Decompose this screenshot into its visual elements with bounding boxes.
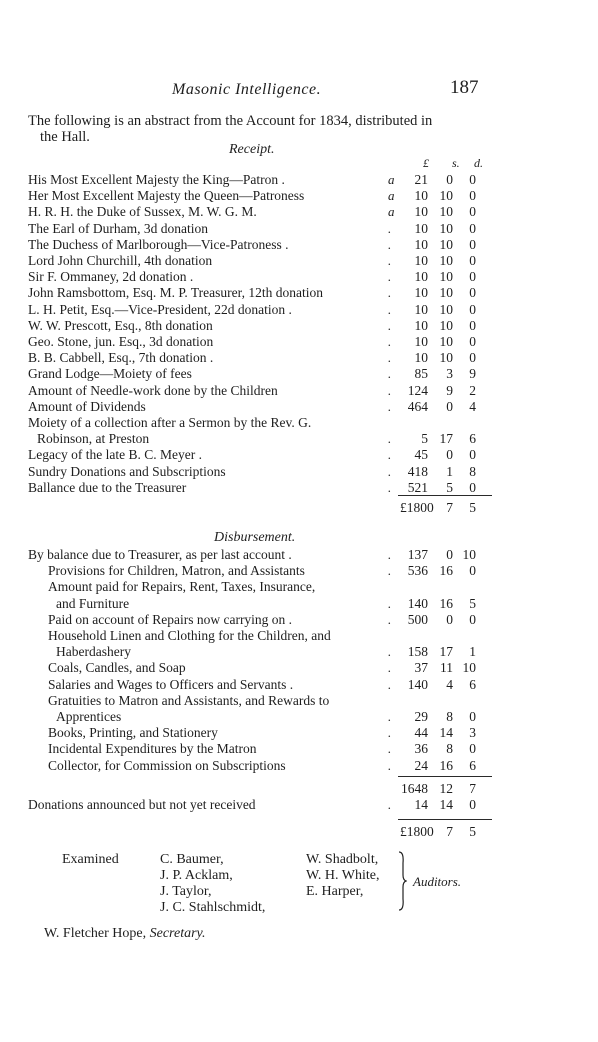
ledger-item-label: W. W. Prescott, Esq., 8th donation bbox=[28, 317, 213, 333]
shillings-value: 0 bbox=[446, 172, 453, 187]
page-number: 187 bbox=[450, 77, 479, 98]
pence-value: 0 bbox=[469, 334, 476, 349]
pence-value: 0 bbox=[469, 611, 476, 627]
ledger-mark: . bbox=[388, 431, 392, 447]
shillings-value: 9 bbox=[446, 382, 453, 398]
ledger-row bbox=[0, 741, 598, 757]
ledger-mark: . bbox=[388, 269, 392, 285]
ledger-item-label: H. R. H. the Duke of Sussex, M. W. G. M. bbox=[28, 204, 257, 220]
pounds-value: 10 bbox=[414, 317, 428, 333]
shillings-value: 5 bbox=[446, 479, 453, 495]
ledger-mark: . bbox=[388, 644, 392, 660]
shillings-value: 16 bbox=[439, 595, 453, 611]
shillings-value: 10 bbox=[439, 220, 453, 236]
ledger-mark: . bbox=[388, 757, 392, 773]
shillings-value: 12 bbox=[439, 781, 453, 796]
shillings-value: 10 bbox=[439, 269, 453, 285]
pence-value: 4 bbox=[469, 398, 476, 414]
ledger-item-label: Lord John Churchill, 4th donation bbox=[28, 253, 213, 268]
ledger-mark: . bbox=[388, 236, 392, 252]
pounds-value: 10 bbox=[414, 220, 428, 236]
ledger-item-label: Gratuities to Matron and Assistants, and Rewards to bbox=[48, 692, 330, 708]
secretary-title: Secretary. bbox=[149, 926, 206, 941]
shillings-value: 10 bbox=[439, 301, 453, 317]
ledger-row bbox=[0, 318, 598, 334]
ledger-item-label: The Earl of Durham, 3d donation bbox=[28, 220, 208, 236]
ledger-mark: . bbox=[388, 660, 392, 676]
ledger-total-row bbox=[0, 781, 598, 797]
pence-value: 0 bbox=[469, 172, 476, 187]
secretary-signature bbox=[44, 926, 205, 942]
ledger-row bbox=[0, 269, 598, 285]
ledger-item-label: Moiety of a collection after a Sermon by the Rev. G. bbox=[28, 415, 312, 430]
pence-value: 0 bbox=[469, 301, 476, 317]
shillings-value: 8 bbox=[446, 709, 453, 724]
pence-value: 0 bbox=[469, 204, 476, 220]
shillings-value: 0 bbox=[446, 447, 453, 463]
ledger-row bbox=[0, 172, 598, 188]
ledger-row bbox=[0, 693, 598, 709]
pence-value: 6 bbox=[469, 431, 476, 447]
ledger-row bbox=[0, 366, 598, 382]
ledger-row bbox=[0, 237, 598, 253]
ledger-row bbox=[0, 596, 598, 612]
ledger-row bbox=[0, 660, 598, 676]
ledger-row bbox=[0, 547, 598, 563]
pence-value: 10 bbox=[462, 547, 476, 562]
ledger-row bbox=[0, 709, 598, 725]
ledger-item-label: Legacy of the late B. C. Meyer . bbox=[28, 447, 202, 463]
ledger-row bbox=[0, 302, 598, 318]
pounds-value: 44 bbox=[414, 725, 428, 741]
ledger-item-label: Amount paid for Repairs, Rent, Taxes, Insurance, bbox=[48, 579, 316, 595]
pence-value: 0 bbox=[469, 220, 476, 236]
ledger-mark: . bbox=[388, 725, 392, 741]
ledger-item-label: Her Most Excellent Majesty the Queen—Patroness bbox=[28, 188, 305, 204]
auditors-label: Auditors. bbox=[413, 874, 462, 889]
shillings-value: 0 bbox=[446, 398, 453, 414]
shillings-value: 10 bbox=[439, 188, 453, 204]
pounds-value: 10 bbox=[414, 334, 428, 349]
pence-column-header: d. bbox=[474, 156, 483, 170]
intro-paragraph bbox=[28, 113, 493, 145]
pounds-value: 10 bbox=[414, 253, 428, 268]
ledger-item-label: By balance due to Treasurer, as per last account . bbox=[28, 547, 292, 562]
examined-label: Examined bbox=[62, 852, 119, 867]
pounds-value: 14 bbox=[414, 797, 428, 812]
ledger-item-label: Provisions for Children, Matron, and Assistants bbox=[48, 563, 305, 579]
shillings-value: 8 bbox=[446, 741, 453, 757]
ledger-row bbox=[0, 204, 598, 220]
pence-value: 5 bbox=[469, 595, 476, 611]
shillings-value: 10 bbox=[439, 334, 453, 349]
ledger-mark: . bbox=[388, 709, 392, 724]
examiner-name: J. Taylor, bbox=[160, 884, 212, 899]
ledger-item-label: Coals, Candles, and Soap bbox=[48, 660, 186, 676]
pence-value: 7 bbox=[469, 781, 476, 796]
ledger-item-label: Apprentices bbox=[56, 709, 122, 724]
pounds-value: 10 bbox=[414, 269, 428, 285]
ledger-row bbox=[0, 563, 598, 579]
examiner-name: J. P. Acklam, bbox=[160, 868, 233, 883]
ledger-row bbox=[0, 415, 598, 431]
pence-value: 0 bbox=[469, 741, 476, 757]
ledger-mark: . bbox=[388, 611, 392, 627]
ledger-total-row bbox=[0, 797, 598, 813]
ledger-item-label: Salaries and Wages to Officers and Servants . bbox=[48, 676, 294, 692]
shillings-value: 10 bbox=[439, 285, 453, 301]
shillings-value: 10 bbox=[439, 204, 453, 220]
pence-value: 0 bbox=[469, 285, 476, 301]
pence-value: 5 bbox=[469, 824, 476, 839]
ledger-item-label: Paid on account of Repairs now carrying on . bbox=[48, 611, 293, 627]
ledger-item-label: The Duchess of Marlborough—Vice-Patroness . bbox=[28, 236, 289, 252]
ledger-row bbox=[0, 253, 598, 269]
pounds-value: 37 bbox=[414, 660, 428, 676]
shillings-value: 14 bbox=[439, 797, 453, 812]
page-header bbox=[0, 75, 598, 105]
pence-value: 0 bbox=[469, 317, 476, 333]
ledger-mark: . bbox=[388, 447, 392, 463]
shillings-value: 3 bbox=[446, 366, 453, 382]
ledger-mark: . bbox=[388, 797, 392, 812]
shillings-value: 4 bbox=[446, 676, 453, 692]
secretary-name: W. Fletcher Hope, bbox=[44, 926, 147, 941]
ledger-row bbox=[0, 221, 598, 237]
pounds-value: 418 bbox=[407, 463, 428, 479]
intro-line: the Hall. bbox=[40, 129, 90, 145]
shillings-value: 0 bbox=[446, 547, 453, 562]
ledger-item-label: Haberdashery bbox=[56, 644, 131, 660]
pounds-value: 29 bbox=[414, 709, 428, 724]
pence-value: 0 bbox=[469, 188, 476, 204]
ledger-mark: a bbox=[388, 172, 395, 187]
pounds-value: 521 bbox=[407, 479, 428, 495]
ledger-mark: . bbox=[388, 350, 392, 366]
auditor-name: E. Harper, bbox=[306, 884, 364, 899]
ledger-row bbox=[0, 464, 598, 480]
ledger-item-label: Grand Lodge—Moiety of fees bbox=[28, 366, 192, 382]
pence-value: 8 bbox=[469, 463, 476, 479]
pounds-value: 45 bbox=[414, 447, 428, 463]
pounds-value: 1648 bbox=[401, 781, 428, 796]
shillings-value: 0 bbox=[446, 611, 453, 627]
pounds-value: 21 bbox=[414, 172, 428, 187]
pounds-value: 10 bbox=[414, 188, 428, 204]
shillings-value: 7 bbox=[446, 824, 453, 839]
auditors-brace bbox=[397, 851, 407, 911]
ledger-item-label: John Ramsbottom, Esq. M. P. Treasurer, 12th donation bbox=[28, 285, 323, 301]
ledger-item-label: Household Linen and Clothing for the Children, and bbox=[48, 628, 331, 643]
pounds-value: 137 bbox=[407, 547, 428, 562]
examiner-name: C. Baumer, bbox=[160, 852, 224, 867]
disbursement-heading: Disbursement. bbox=[214, 530, 296, 545]
ledger-row bbox=[0, 431, 598, 447]
ledger-row bbox=[0, 644, 598, 660]
ledger-item-label: His Most Excellent Majesty the King—Patron . bbox=[28, 172, 285, 187]
ledger-row bbox=[0, 612, 598, 628]
pounds-value: 140 bbox=[407, 595, 428, 611]
ledger-mark: . bbox=[388, 547, 392, 562]
pence-value: 0 bbox=[469, 479, 476, 495]
shillings-value: 16 bbox=[439, 563, 453, 579]
disbursement-subtotal-rule bbox=[398, 776, 492, 777]
shillings-value: 10 bbox=[439, 350, 453, 366]
pence-value: 3 bbox=[469, 725, 476, 741]
ledger-mark: . bbox=[388, 563, 392, 579]
ledger-mark: . bbox=[388, 595, 392, 611]
shillings-value: 10 bbox=[439, 253, 453, 268]
ledger-total-row bbox=[0, 824, 598, 840]
pence-value: 1 bbox=[469, 644, 476, 660]
ledger-row bbox=[0, 334, 598, 350]
pounds-value: 10 bbox=[414, 204, 428, 220]
ledger-mark: . bbox=[388, 382, 392, 398]
pounds-value: 10 bbox=[414, 350, 428, 366]
ledger-item-label: Donations announced but not yet received bbox=[28, 797, 256, 812]
pence-value: 0 bbox=[469, 253, 476, 268]
pounds-value: 10 bbox=[414, 285, 428, 301]
ledger-item-label: Sundry Donations and Subscriptions bbox=[28, 463, 226, 479]
pounds-value: 158 bbox=[407, 644, 428, 660]
ledger-item-label: Robinson, at Preston bbox=[37, 431, 150, 447]
shillings-column-header: s. bbox=[452, 156, 460, 170]
pounds-value: 140 bbox=[407, 676, 428, 692]
shillings-value: 10 bbox=[439, 236, 453, 252]
shillings-value: 11 bbox=[440, 660, 453, 676]
auditors-list bbox=[306, 852, 380, 900]
pounds-value: 124 bbox=[407, 382, 428, 398]
pence-value: 0 bbox=[469, 709, 476, 724]
ledger-mark: . bbox=[388, 463, 392, 479]
running-title: Masonic Intelligence. bbox=[172, 81, 322, 98]
ledger-mark: a bbox=[388, 204, 395, 220]
ledger-item-label: Amount of Dividends bbox=[28, 398, 146, 414]
ledger-item-label: Geo. Stone, jun. Esq., 3d donation bbox=[28, 334, 214, 349]
pounds-value: 464 bbox=[407, 398, 428, 414]
ledger-item-label: Sir F. Ommaney, 2d donation . bbox=[28, 269, 194, 285]
ledger-row bbox=[0, 758, 598, 774]
shillings-value: 7 bbox=[446, 500, 453, 515]
pounds-value: 500 bbox=[407, 611, 428, 627]
shillings-value: 17 bbox=[439, 644, 453, 660]
shillings-value: 10 bbox=[439, 317, 453, 333]
intro-line: The following is an abstract from the Account for 1834, distributed in bbox=[28, 113, 433, 129]
shillings-value: 17 bbox=[439, 431, 453, 447]
pence-value: 0 bbox=[469, 350, 476, 366]
ledger-item-label: Amount of Needle-work done by the Children bbox=[28, 382, 278, 398]
examiner-name: J. C. Stahlschmidt, bbox=[160, 900, 266, 915]
pence-value: 10 bbox=[462, 660, 476, 676]
ledger-mark: . bbox=[388, 366, 392, 382]
ledger-mark: . bbox=[388, 334, 392, 349]
examiners-list bbox=[160, 852, 265, 916]
ledger-row bbox=[0, 188, 598, 204]
pence-value: 0 bbox=[469, 797, 476, 812]
pounds-value: £1800 bbox=[400, 500, 434, 515]
ledger-item-label: and Furniture bbox=[56, 595, 130, 611]
pounds-value: 24 bbox=[414, 757, 428, 773]
ledger-item-label: Collector, for Commission on Subscriptions bbox=[48, 757, 286, 773]
ledger-mark: . bbox=[388, 741, 392, 757]
pence-value: 0 bbox=[469, 563, 476, 579]
ledger-item-label: B. B. Cabbell, Esq., 7th donation . bbox=[28, 350, 214, 366]
pounds-value: 10 bbox=[414, 301, 428, 317]
pence-value: 9 bbox=[469, 366, 476, 382]
shillings-value: 1 bbox=[446, 463, 453, 479]
pence-value: 5 bbox=[469, 500, 476, 515]
ledger-row bbox=[0, 447, 598, 463]
ledger-row bbox=[0, 383, 598, 399]
pounds-value: 5 bbox=[421, 431, 428, 447]
ledger-mark: a bbox=[388, 188, 395, 204]
pounds-value: £1800 bbox=[400, 824, 434, 839]
ledger-item-label: Incidental Expenditures by the Matron bbox=[48, 741, 257, 757]
pounds-value: 536 bbox=[407, 563, 428, 579]
ledger-item-label: L. H. Petit, Esq.—Vice-President, 22d donation . bbox=[28, 301, 292, 317]
ledger-item-label: Books, Printing, and Stationery bbox=[48, 725, 218, 741]
pounds-value: 85 bbox=[414, 366, 428, 382]
ledger-mark: . bbox=[388, 301, 392, 317]
shillings-value: 14 bbox=[439, 725, 453, 741]
pounds-column-header: £ bbox=[423, 156, 429, 170]
auditor-name: W. Shadbolt, bbox=[306, 852, 379, 867]
ledger-mark: . bbox=[388, 253, 392, 268]
receipt-heading: Receipt. bbox=[229, 142, 275, 157]
ledger-row bbox=[0, 350, 598, 366]
ledger-mark: . bbox=[388, 317, 392, 333]
ledger-row bbox=[0, 628, 598, 644]
pence-value: 0 bbox=[469, 447, 476, 463]
ledger-mark: . bbox=[388, 398, 392, 414]
pence-value: 2 bbox=[469, 382, 476, 398]
ledger-item-label: Ballance due to the Treasurer bbox=[28, 479, 187, 495]
ledger-total-row bbox=[0, 500, 598, 516]
pence-value: 6 bbox=[469, 676, 476, 692]
pounds-value: 10 bbox=[414, 236, 428, 252]
ledger-row bbox=[0, 480, 598, 496]
ledger-row bbox=[0, 677, 598, 693]
pence-value: 0 bbox=[469, 236, 476, 252]
pence-value: 0 bbox=[469, 269, 476, 285]
ledger-row bbox=[0, 579, 598, 595]
disbursement-total-rule bbox=[398, 819, 492, 820]
auditor-name: W. H. White, bbox=[306, 868, 380, 883]
ledger-row bbox=[0, 399, 598, 415]
ledger-row bbox=[0, 725, 598, 741]
ledger-mark: . bbox=[388, 220, 392, 236]
ledger-mark: . bbox=[388, 676, 392, 692]
pounds-value: 36 bbox=[414, 741, 428, 757]
ledger-mark: . bbox=[388, 479, 392, 495]
ledger-mark: . bbox=[388, 285, 392, 301]
pence-value: 6 bbox=[469, 757, 476, 773]
shillings-value: 16 bbox=[439, 757, 453, 773]
receipt-total-rule bbox=[398, 495, 492, 496]
ledger-row bbox=[0, 285, 598, 301]
